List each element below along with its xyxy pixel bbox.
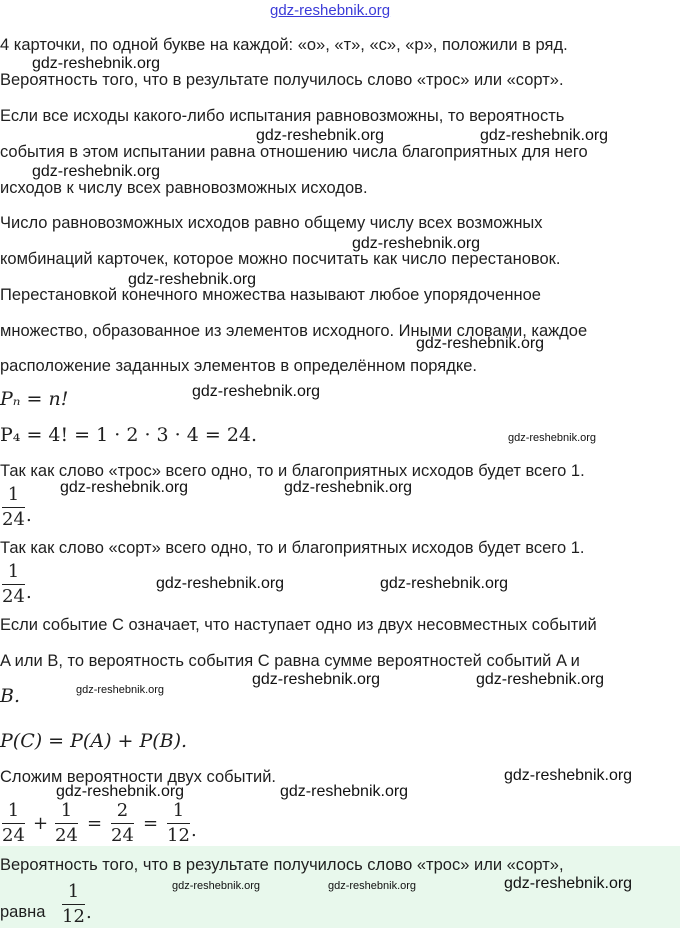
text-line-13: Если событие C означает, что наступает одно из двух несовместных событий — [0, 616, 597, 634]
denominator: 24 — [2, 825, 25, 846]
fraction-bar — [2, 584, 25, 585]
fraction-1-24-a — [2, 484, 25, 531]
period: . — [191, 820, 197, 841]
text-line-1: 4 карточки, по одной букве на каждой: «о», «т», «с», «р», положили в ряд. — [0, 36, 568, 54]
denominator: 24 — [2, 509, 25, 530]
denominator: 12 — [167, 825, 190, 846]
formula-p4: P₄ = 4! = 1 · 2 · 3 · 4 = 24. — [0, 424, 258, 446]
denominator: 24 — [111, 825, 134, 846]
period: . — [86, 902, 92, 923]
watermark-top[interactable]: gdz-reshebnik.org — [270, 2, 391, 19]
equals-sign: = — [143, 813, 159, 834]
text-line-16: Сложим вероятности двух событий. — [0, 768, 277, 786]
watermark: gdz-reshebnik.org — [128, 271, 257, 288]
fraction-answer-1-12 — [62, 881, 85, 928]
text-line-7: комбинаций карточек, которое можно посчитать как число перестановок. — [0, 250, 561, 268]
text-line-6: Число равновозможных исходов равно общему числу всех возможных — [0, 214, 543, 232]
watermark: gdz-reshebnik.org — [284, 479, 413, 496]
fraction-1-24-d — [55, 800, 78, 847]
numerator: 1 — [67, 881, 80, 902]
watermark: gdz-reshebnik.org — [476, 671, 605, 688]
numerator: 1 — [60, 800, 73, 821]
watermark: gdz-reshebnik.org — [280, 783, 409, 800]
text-line-5: исходов к числу всех равновозможных исходов. — [0, 179, 368, 197]
period: . — [26, 582, 32, 603]
text-line-11: Так как слово «трос» всего одно, то и благоприятных исходов будет всего 1. — [0, 462, 585, 480]
denominator: 12 — [62, 906, 85, 927]
denominator: 24 — [55, 825, 78, 846]
watermark: gdz-reshebnik.org — [156, 575, 285, 592]
fraction-1-24-c — [2, 800, 25, 847]
watermark: gdz-reshebnik.org — [60, 479, 189, 496]
fraction-bar — [2, 507, 25, 508]
text-line-3: Если все исходы какого-либо испытания равновозможны, то вероятность — [0, 107, 565, 125]
watermark: gdz-reshebnik.org — [480, 127, 609, 144]
formula-sum: P(C) = P(A) + P(B). — [0, 730, 188, 752]
text-line-4: события в этом испытании равна отношению числа благоприятных для него — [0, 143, 588, 161]
text-line-9: множество, образованное из элементов исходного. Иными словами, каждое — [0, 322, 588, 340]
watermark: gdz-reshebnik.org — [172, 880, 261, 892]
watermark: gdz-reshebnik.org — [32, 163, 161, 180]
text-line-15: B. — [0, 685, 21, 707]
fraction-1-24-b — [2, 561, 25, 608]
answer-line-1: Вероятность того, что в результате получилось слово «трос» или «сорт», — [0, 856, 564, 874]
text-line-8: Перестановкой конечного множества называют любое упорядоченное — [0, 286, 541, 304]
equals-sign: = — [87, 813, 103, 834]
fraction-bar — [62, 904, 85, 905]
watermark: gdz-reshebnik.org — [504, 767, 633, 784]
watermark: gdz-reshebnik.org — [380, 575, 509, 592]
watermark: gdz-reshebnik.org — [504, 875, 633, 892]
text-line-2: Вероятность того, что в результате получилось слово «трос» или «сорт». — [0, 71, 564, 89]
plus-sign: + — [33, 813, 49, 834]
denominator: 24 — [2, 586, 25, 607]
numerator: 2 — [116, 800, 129, 821]
watermark: gdz-reshebnik.org — [328, 880, 417, 892]
watermark: gdz-reshebnik.org — [352, 235, 481, 252]
fraction-bar — [111, 823, 134, 824]
watermark: gdz-reshebnik.org — [56, 783, 185, 800]
watermark: gdz-reshebnik.org — [508, 432, 597, 444]
fraction-bar — [55, 823, 78, 824]
text-line-14: A или B, то вероятность события C равна сумме вероятностей событий A и — [0, 652, 580, 670]
watermark: gdz-reshebnik.org — [256, 127, 385, 144]
numerator: 1 — [7, 561, 20, 582]
watermark: gdz-reshebnik.org — [76, 684, 165, 696]
formula-permutation: Pₙ = n! — [0, 388, 69, 410]
watermark: gdz-reshebnik.org — [252, 671, 381, 688]
numerator: 1 — [7, 800, 20, 821]
watermark: gdz-reshebnik.org — [416, 335, 545, 352]
watermark: gdz-reshebnik.org — [32, 55, 161, 72]
watermark: gdz-reshebnik.org — [192, 383, 321, 400]
fraction-bar — [167, 823, 190, 824]
answer-line-2: равна — [0, 903, 46, 921]
fraction-2-24 — [111, 800, 134, 847]
text-line-10: расположение заданных элементов в определённом порядке. — [0, 357, 477, 375]
period: . — [26, 505, 32, 526]
numerator: 1 — [7, 484, 20, 505]
text-line-12: Так как слово «сорт» всего одно, то и благоприятных исходов будет всего 1. — [0, 539, 585, 557]
fraction-bar — [2, 823, 25, 824]
fraction-1-12 — [167, 800, 190, 847]
numerator: 1 — [172, 800, 185, 821]
